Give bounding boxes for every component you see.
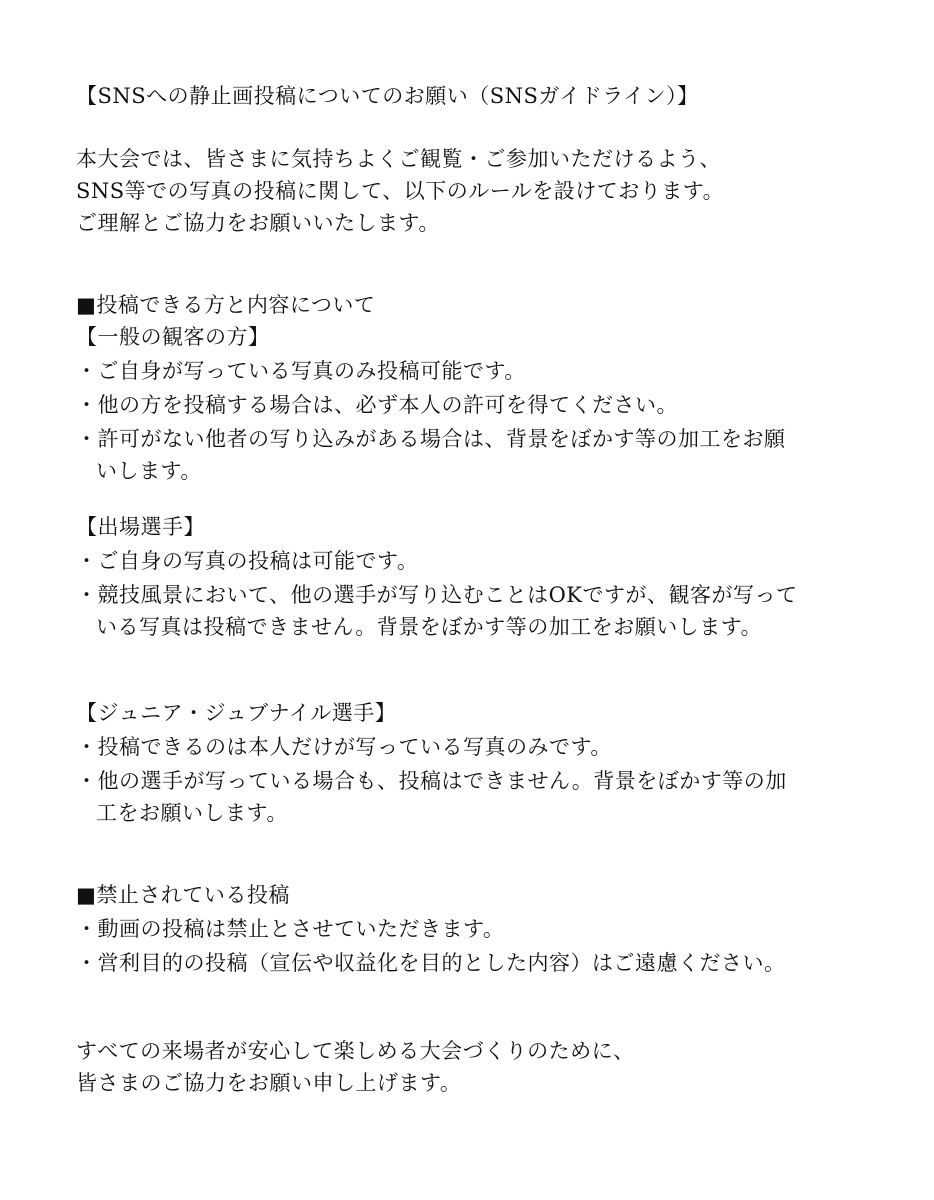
- list-item: ・競技風景において、他の選手が写り込むことはOKですが、観客が写って: [76, 583, 798, 607]
- section-heading-allowed: ■投稿できる方と内容について: [76, 293, 376, 317]
- list-item: ・ご自身が写っている写真のみ投稿可能です。: [76, 359, 526, 383]
- list-item-continuation: いる写真は投稿できません。背景をぼかす等の加工をお願いします。: [96, 615, 763, 639]
- subheading-junior-athletes: 【ジュニア・ジュブナイル選手】: [76, 701, 397, 725]
- closing-line-2: 皆さまのご協力をお願い申し上げます。: [76, 1071, 462, 1095]
- list-item: ・ご自身の写真の投稿は可能です。: [76, 549, 419, 573]
- intro-line-1: 本大会では、皆さまに気持ちよくご観覧・ご参加いただけるよう、: [76, 147, 721, 171]
- list-item: ・動画の投稿は禁止とさせていただきます。: [76, 917, 505, 941]
- document-title: 【SNSへの静止画投稿についてのお願い（SNSガイドライン）】: [76, 84, 699, 108]
- list-item: ・投稿できるのは本人だけが写っている写真のみです。: [76, 735, 612, 759]
- section-heading-prohibited: ■禁止されている投稿: [76, 883, 290, 907]
- list-item-continuation: いします。: [96, 459, 202, 483]
- subheading-general-audience: 【一般の観客の方】: [76, 325, 270, 349]
- intro-line-2: SNS等での写真の投稿に関して、以下のルールを設けております。: [76, 179, 725, 203]
- list-item: ・他の方を投稿する場合は、必ず本人の許可を得てください。: [76, 393, 678, 417]
- list-item-continuation: 工をお願いします。: [96, 801, 288, 825]
- intro-line-3: ご理解とご協力をお願いいたします。: [76, 211, 440, 235]
- list-item: ・他の選手が写っている場合も、投稿はできません。背景をぼかす等の加: [76, 769, 787, 793]
- list-item: ・営利目的の投稿（宣伝や収益化を目的とした内容）はご遠慮ください。: [76, 951, 786, 975]
- subheading-athletes: 【出場選手】: [76, 515, 205, 539]
- list-item: ・許可がない他者の写り込みがある場合は、背景をぼかす等の加工をお願: [76, 427, 786, 451]
- closing-line-1: すべての来場者が安心して楽しめる大会づくりのために、: [76, 1039, 635, 1063]
